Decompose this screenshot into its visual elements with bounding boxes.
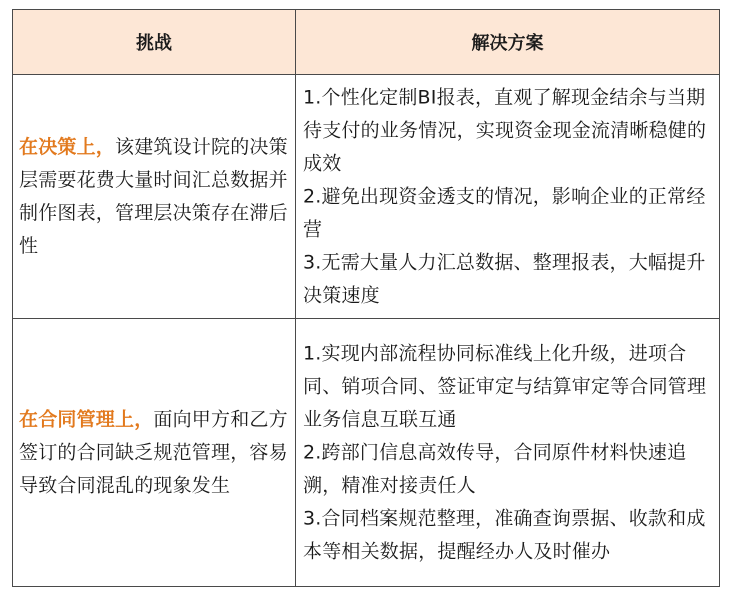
challenge-solution-table bbox=[12, 9, 720, 587]
solution-cell bbox=[296, 319, 719, 586]
table-header-row bbox=[13, 10, 719, 75]
solution-item: 2.跨部门信息高效传导，合同原件材料快速追溯，精准对接责任人 bbox=[303, 441, 687, 496]
challenge-description: 面向甲方和乙方签订的合同缺乏规范管理，容易导致合同混乱的现象发生 bbox=[19, 408, 288, 496]
table-row bbox=[13, 319, 719, 586]
solution-item: 2.避免出现资金透支的情况，影响企业的正常经营 bbox=[303, 185, 706, 240]
solution-item: 1.个性化定制BI报表，直观了解现金结余与当期待支付的业务情况，实现资金现金流清晰稳健的成效 bbox=[303, 86, 707, 174]
challenge-text bbox=[19, 403, 289, 502]
table-row bbox=[13, 75, 719, 319]
header-solution: 解决方案 bbox=[471, 33, 544, 54]
solution-list bbox=[303, 81, 715, 312]
challenge-description: 该建筑设计院的决策层需要花费大量时间汇总数据并制作图表，管理层决策存在滞后性 bbox=[19, 135, 288, 257]
solution-cell bbox=[296, 75, 719, 318]
challenge-highlight: 在合同管理上， bbox=[19, 408, 154, 430]
solution-item: 1.实现内部流程协同标准线上化升级，进项合同、销项合同、签证审定与结算审定等合同管理业务信息互联互通 bbox=[303, 342, 707, 430]
solution-list bbox=[303, 337, 715, 568]
challenge-cell bbox=[13, 319, 296, 586]
solution-item: 3.合同档案规范整理，准确查询票据、收款和成本等相关数据，提醒经办人及时催办 bbox=[303, 507, 706, 562]
challenge-highlight: 在决策上， bbox=[19, 135, 116, 158]
solution-item: 3.无需大量人力汇总数据、整理报表，大幅提升决策速度 bbox=[303, 251, 706, 306]
header-challenge: 挑战 bbox=[13, 10, 296, 74]
challenge-cell bbox=[13, 75, 296, 318]
challenge-text bbox=[19, 131, 289, 263]
